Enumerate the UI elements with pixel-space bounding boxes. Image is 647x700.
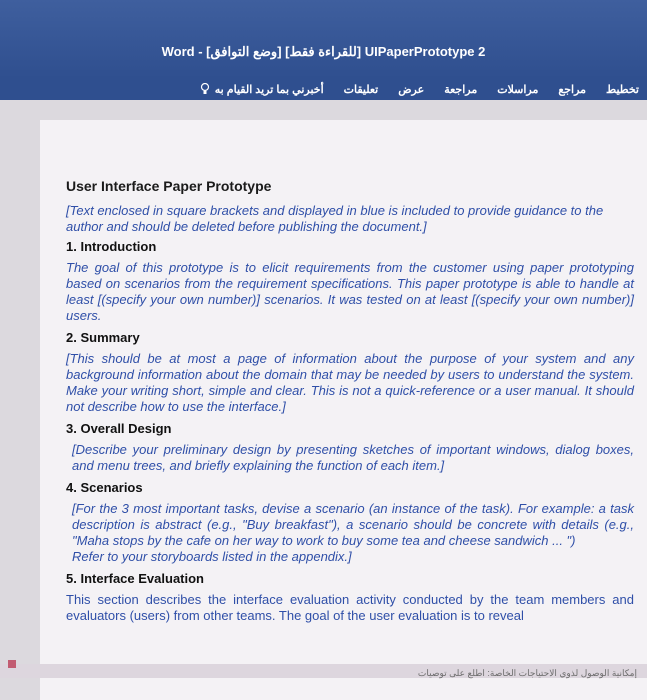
tab-references[interactable]: مراجع — [558, 83, 587, 96]
section-text-interface-evaluation: This section describes the interface evaluation activity conducted by the team members and evaluators (users) from other teams. The goal of the user evaluation is to reveal — [66, 592, 634, 623]
section-text-summary: [This should be at most a page of information about the purpose of your system and any background information about the domain that may be needed by users to understand the system. Make your writing short, simple and clear. This is not a quick-reference or a user manual. It should not describe how to use the interface.] — [66, 351, 634, 414]
tab-comments[interactable]: تعليقات — [343, 83, 379, 96]
section-heading-overall-design: 3. Overall Design — [66, 421, 172, 436]
document-content[interactable] — [66, 178, 634, 624]
guidance-note: [Text enclosed in square brackets and displayed in blue is included to provide guidance to the author and should be deleted before publishing the document.] — [66, 203, 604, 234]
accessibility-status[interactable]: إمكانية الوصول لذوي الاحتياجات الخاصة: اطلع على توصيات — [417, 668, 637, 678]
section-heading-interface-evaluation: 5. Interface Evaluation — [66, 571, 204, 586]
document-title: User Interface Paper Prototype — [66, 178, 272, 194]
title-bar — [0, 0, 647, 78]
section-extra-scenarios: Refer to your storyboards listed in the appendix.] — [72, 549, 352, 564]
page-edge-icon — [8, 660, 16, 668]
tell-me-label: أخبرني بما تريد القيام به — [214, 83, 324, 96]
lightbulb-icon — [200, 83, 210, 95]
section-text-introduction: The goal of this prototype is to elicit requirements from the customer using paper prototyping based on scenarios from the requirement specifications. This paper prototype is able to handle at least [(specify your own number)] scenarios. It was tested on at least [(specify your own number)] users. — [66, 260, 634, 323]
tab-review[interactable]: مراجعة — [444, 83, 478, 96]
tab-view[interactable]: عرض — [398, 83, 425, 96]
ribbon-tabs — [0, 78, 647, 100]
tab-mailings[interactable]: مراسلات — [497, 83, 539, 96]
section-text-scenarios: [For the 3 most important tasks, devise a scenario (an instance of the task). For example: a task description is abstract (e.g., "Buy breakfast"), a scenario should be concrete with details (e.g., "Maha stops by the cafe on her way to work to buy some tea and cheese sandwich ... ") — [72, 501, 634, 548]
section-heading-scenarios: 4. Scenarios — [66, 480, 143, 495]
tell-me-search[interactable] — [200, 83, 324, 96]
section-heading-summary: 2. Summary — [66, 330, 140, 345]
window-title: Word - [وضع التوافق] [للقراءة فقط] UIPaperPrototype 2 — [161, 44, 486, 59]
section-text-overall-design: [Describe your preliminary design by presenting sketches of important windows, dialog boxes, and menu trees, and briefly explaining the function of each item.] — [72, 442, 634, 473]
section-heading-introduction: 1. Introduction — [66, 239, 157, 254]
tab-layout[interactable]: تخطيط — [606, 83, 639, 96]
